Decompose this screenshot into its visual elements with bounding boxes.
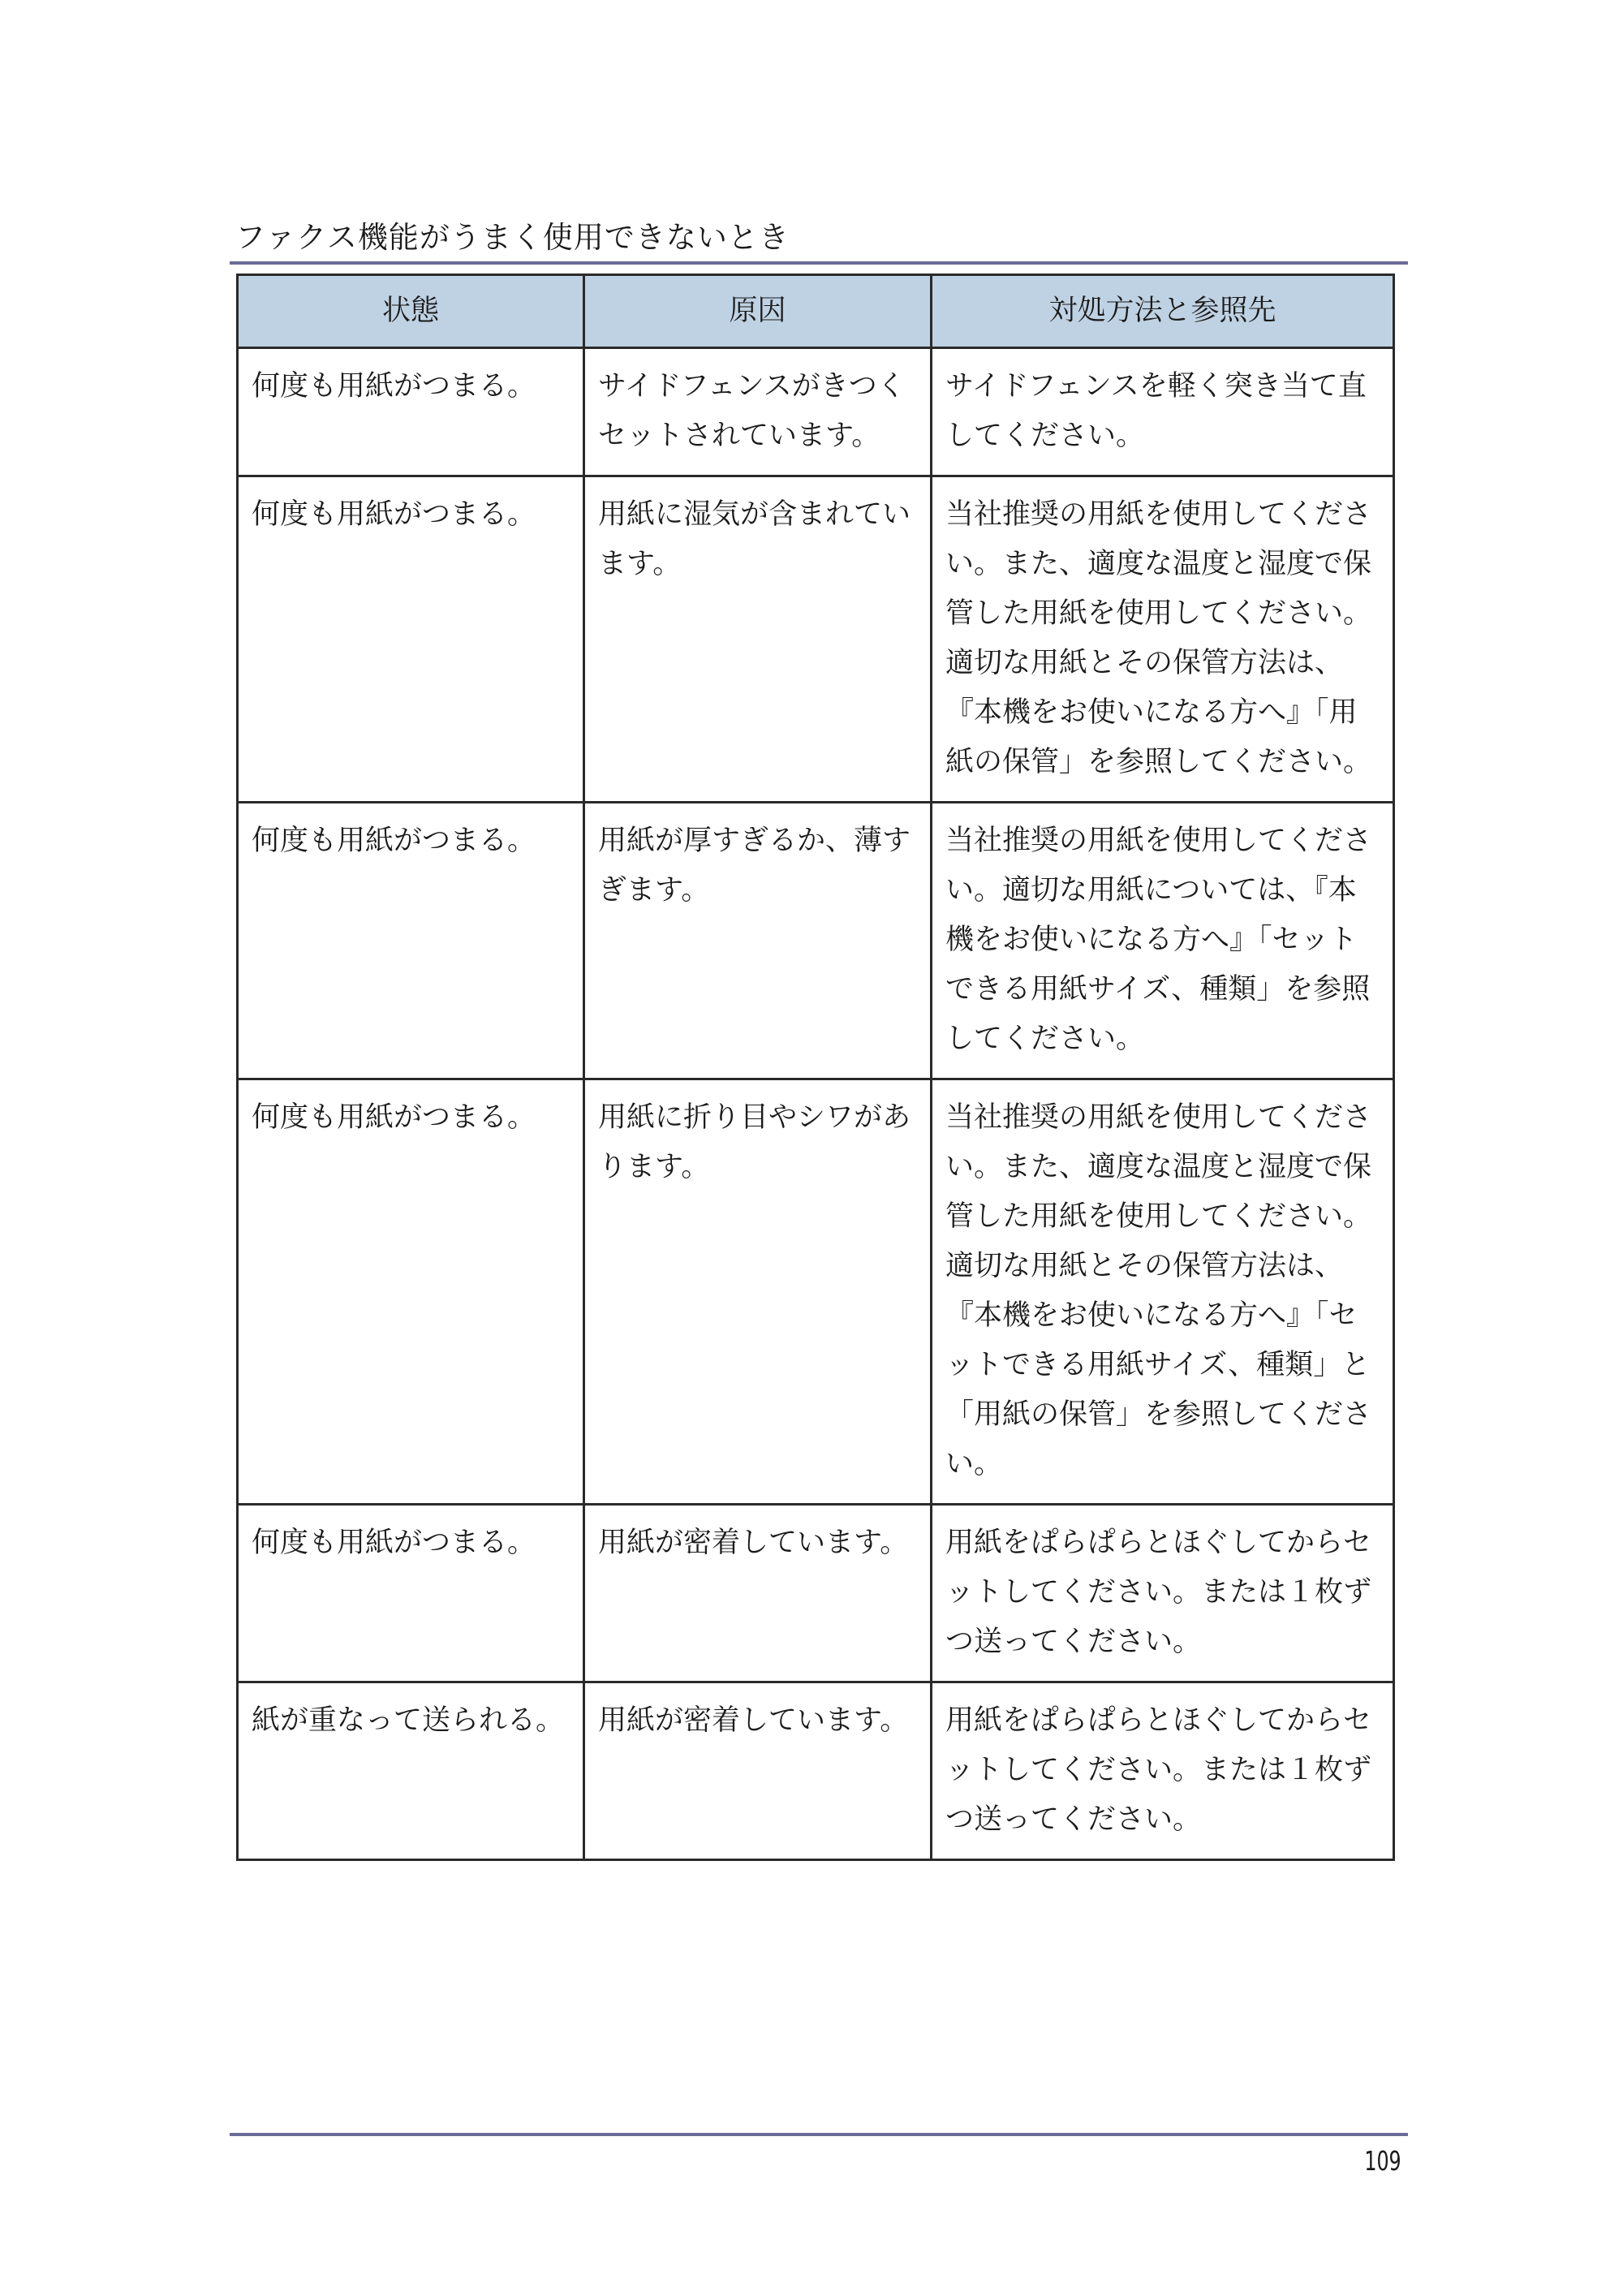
cell-state: 何度も用紙がつまる。 bbox=[238, 803, 584, 1079]
troubleshooting-table-wrapper bbox=[236, 274, 1393, 1861]
table-row bbox=[238, 476, 1394, 803]
cell-state: 紙が重なって送られる。 bbox=[238, 1682, 584, 1860]
header-state: 状態 bbox=[238, 275, 584, 348]
page-number: 109 bbox=[1364, 2145, 1401, 2177]
cell-cause: サイドフェンスがきつくセットされています。 bbox=[584, 348, 932, 476]
cell-state: 何度も用紙がつまる。 bbox=[238, 1505, 584, 1682]
table-header-row bbox=[238, 275, 1394, 348]
cell-remedy: 当社推奨の用紙を使用してください。また、適度な温度と湿度で保管した用紙を使用してください。適切な用紙とその保管方法は、『本機をお使いになる方へ』「用紙の保管」を参照してください。 bbox=[932, 476, 1394, 803]
footer-rule bbox=[230, 2133, 1408, 2136]
cell-cause: 用紙が密着しています。 bbox=[584, 1505, 932, 1682]
header-remedy: 対処方法と参照先 bbox=[932, 275, 1394, 348]
header-cause: 原因 bbox=[584, 275, 932, 348]
troubleshooting-table bbox=[236, 274, 1395, 1861]
cell-remedy: 用紙をぱらぱらとほぐしてからセットしてください。または１枚ずつ送ってください。 bbox=[932, 1682, 1394, 1860]
table-row bbox=[238, 803, 1394, 1079]
cell-cause: 用紙が密着しています。 bbox=[584, 1682, 932, 1860]
table-row bbox=[238, 348, 1394, 476]
cell-remedy: 当社推奨の用紙を使用してください。適切な用紙については、『本機をお使いになる方へ』「セットできる用紙サイズ、種類」を参照してください。 bbox=[932, 803, 1394, 1079]
table-row bbox=[238, 1505, 1394, 1682]
cell-state: 何度も用紙がつまる。 bbox=[238, 476, 584, 803]
title-rule bbox=[230, 261, 1408, 265]
cell-cause: 用紙に湿気が含まれています。 bbox=[584, 476, 932, 803]
cell-cause: 用紙に折り目やシワがあります。 bbox=[584, 1079, 932, 1505]
cell-state: 何度も用紙がつまる。 bbox=[238, 1079, 584, 1505]
cell-cause: 用紙が厚すぎるか、薄すぎます。 bbox=[584, 803, 932, 1079]
table-row bbox=[238, 1682, 1394, 1860]
cell-remedy: 用紙をぱらぱらとほぐしてからセットしてください。または１枚ずつ送ってください。 bbox=[932, 1505, 1394, 1682]
table-row bbox=[238, 1079, 1394, 1505]
cell-state: 何度も用紙がつまる。 bbox=[238, 348, 584, 476]
cell-remedy: 当社推奨の用紙を使用してください。また、適度な温度と湿度で保管した用紙を使用してください。適切な用紙とその保管方法は、『本機をお使いになる方へ』「セットできる用紙サイズ、種類」と「用紙の保管」を参照してください。 bbox=[932, 1079, 1394, 1505]
section-title: ファクス機能がうまく使用できないとき bbox=[235, 220, 790, 255]
cell-remedy: サイドフェンスを軽く突き当て直してください。 bbox=[932, 348, 1394, 476]
